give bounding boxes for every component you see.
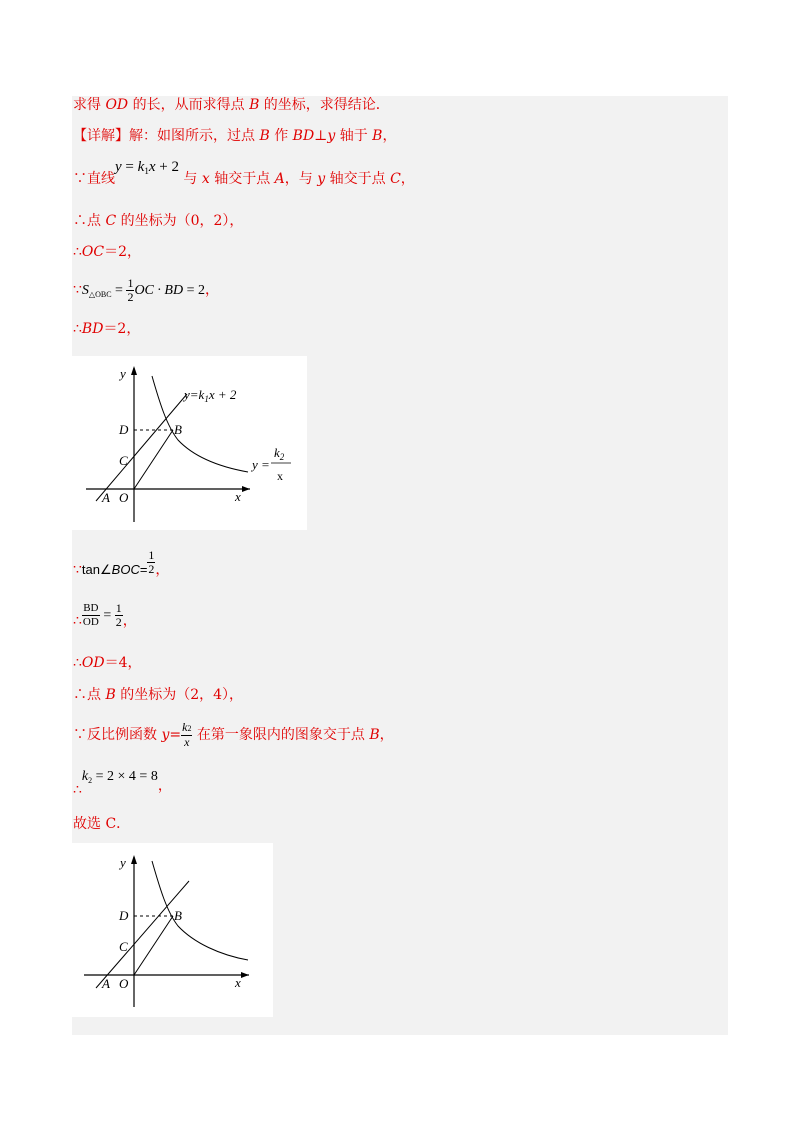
solution-line-13: $\therefore k_2 = 2 \times 4 = 8$， [73,769,172,798]
curve-equation-num: $k_2$ [274,445,285,462]
label-b-2: B [174,908,182,923]
solution-line-9: ∴ $\frac{BD}{OD}$ = $\frac{1}{2}$ ， [73,600,137,629]
label-a-2: A [102,976,110,991]
solution-line-10: ∴OD＝4， [73,655,142,671]
label-y-2: y [120,855,126,870]
fraction-half-3: $\frac{1}{2}$ [115,600,122,629]
label-d: D [119,422,129,437]
x-axis-arrow-2 [241,972,249,978]
fraction-bd-od: $\frac{BD}{OD}$ [82,601,99,628]
line-ob-2 [134,916,173,975]
y-axis-arrow-2 [131,855,137,864]
graph-figure-1 [72,356,307,530]
because-symbol: ∵ [73,171,87,187]
label-a: A [102,490,110,505]
solution-line-12: ∵反比例函数 y= $\frac{k2}{x}$ 在第一象限内的图象交于点 B， [73,720,394,749]
solution-line-1: 求得 OD 的长，从而求得点 B 的坐标，求得结论． [73,97,390,113]
label-o: O [119,490,129,505]
x-axis-arrow [242,486,250,492]
solution-line-5: ∴OC＝2， [73,244,142,260]
fraction-half: $\frac{1}{2}$ [127,275,134,304]
solution-line-2: 【详解】解：如图所示，过点 B 作 BD⊥y 轴于 B， [73,128,397,144]
label-y: y [120,366,126,381]
label-o-2: O [119,976,129,991]
line-equation: $y = k_1x + 2$ [115,159,179,176]
hyperbola-curve-2 [152,861,248,960]
y-axis-arrow [131,366,137,375]
fraction-k2-x: $\frac{k2}{x}$ [182,720,192,749]
solution-line-3: ∵直线$y = k_1x + 2$ 与 x 轴交于点 A，与 y 轴交于点 C， [73,159,415,187]
detail-tag: 【详解】 [73,128,129,144]
label-d-2: D [119,908,129,923]
line-equation-label: $y=k_1x + 2$ [184,387,237,404]
solution-line-4: ∴点 C 的坐标为（0，2）， [73,213,244,229]
label-c-2: C [119,939,128,954]
label-x: x [235,489,241,504]
label-x-2: x [235,975,241,990]
curve-equation-den: x [277,469,283,483]
line-y-k1x-plus-2-2 [96,881,189,988]
solution-line-14: 故选 C． [73,816,131,832]
label-c: C [119,453,128,468]
solution-line-7: ∴BD＝2， [73,321,141,337]
fraction-half-2: $\frac{1}{2}$ [148,547,155,576]
label-b: B [174,422,182,437]
curve-equation-label: y = [252,457,270,472]
graph-svg-1 [72,356,307,530]
solution-line-8: ∵tan∠BOC= $\frac{1}{2}$ ， [73,547,170,578]
graph-svg-2 [72,843,273,1017]
graph-figure-2 [72,843,273,1017]
line-y-k1x-plus-2 [96,394,187,501]
solution-line-6: $\because S_{\triangle OBC}$ = $\frac{1}{2}$ OC · BD = 2， [73,275,219,304]
line-ob [134,430,173,489]
solution-line-11: ∴点 B 的坐标为（2，4）， [73,687,244,703]
